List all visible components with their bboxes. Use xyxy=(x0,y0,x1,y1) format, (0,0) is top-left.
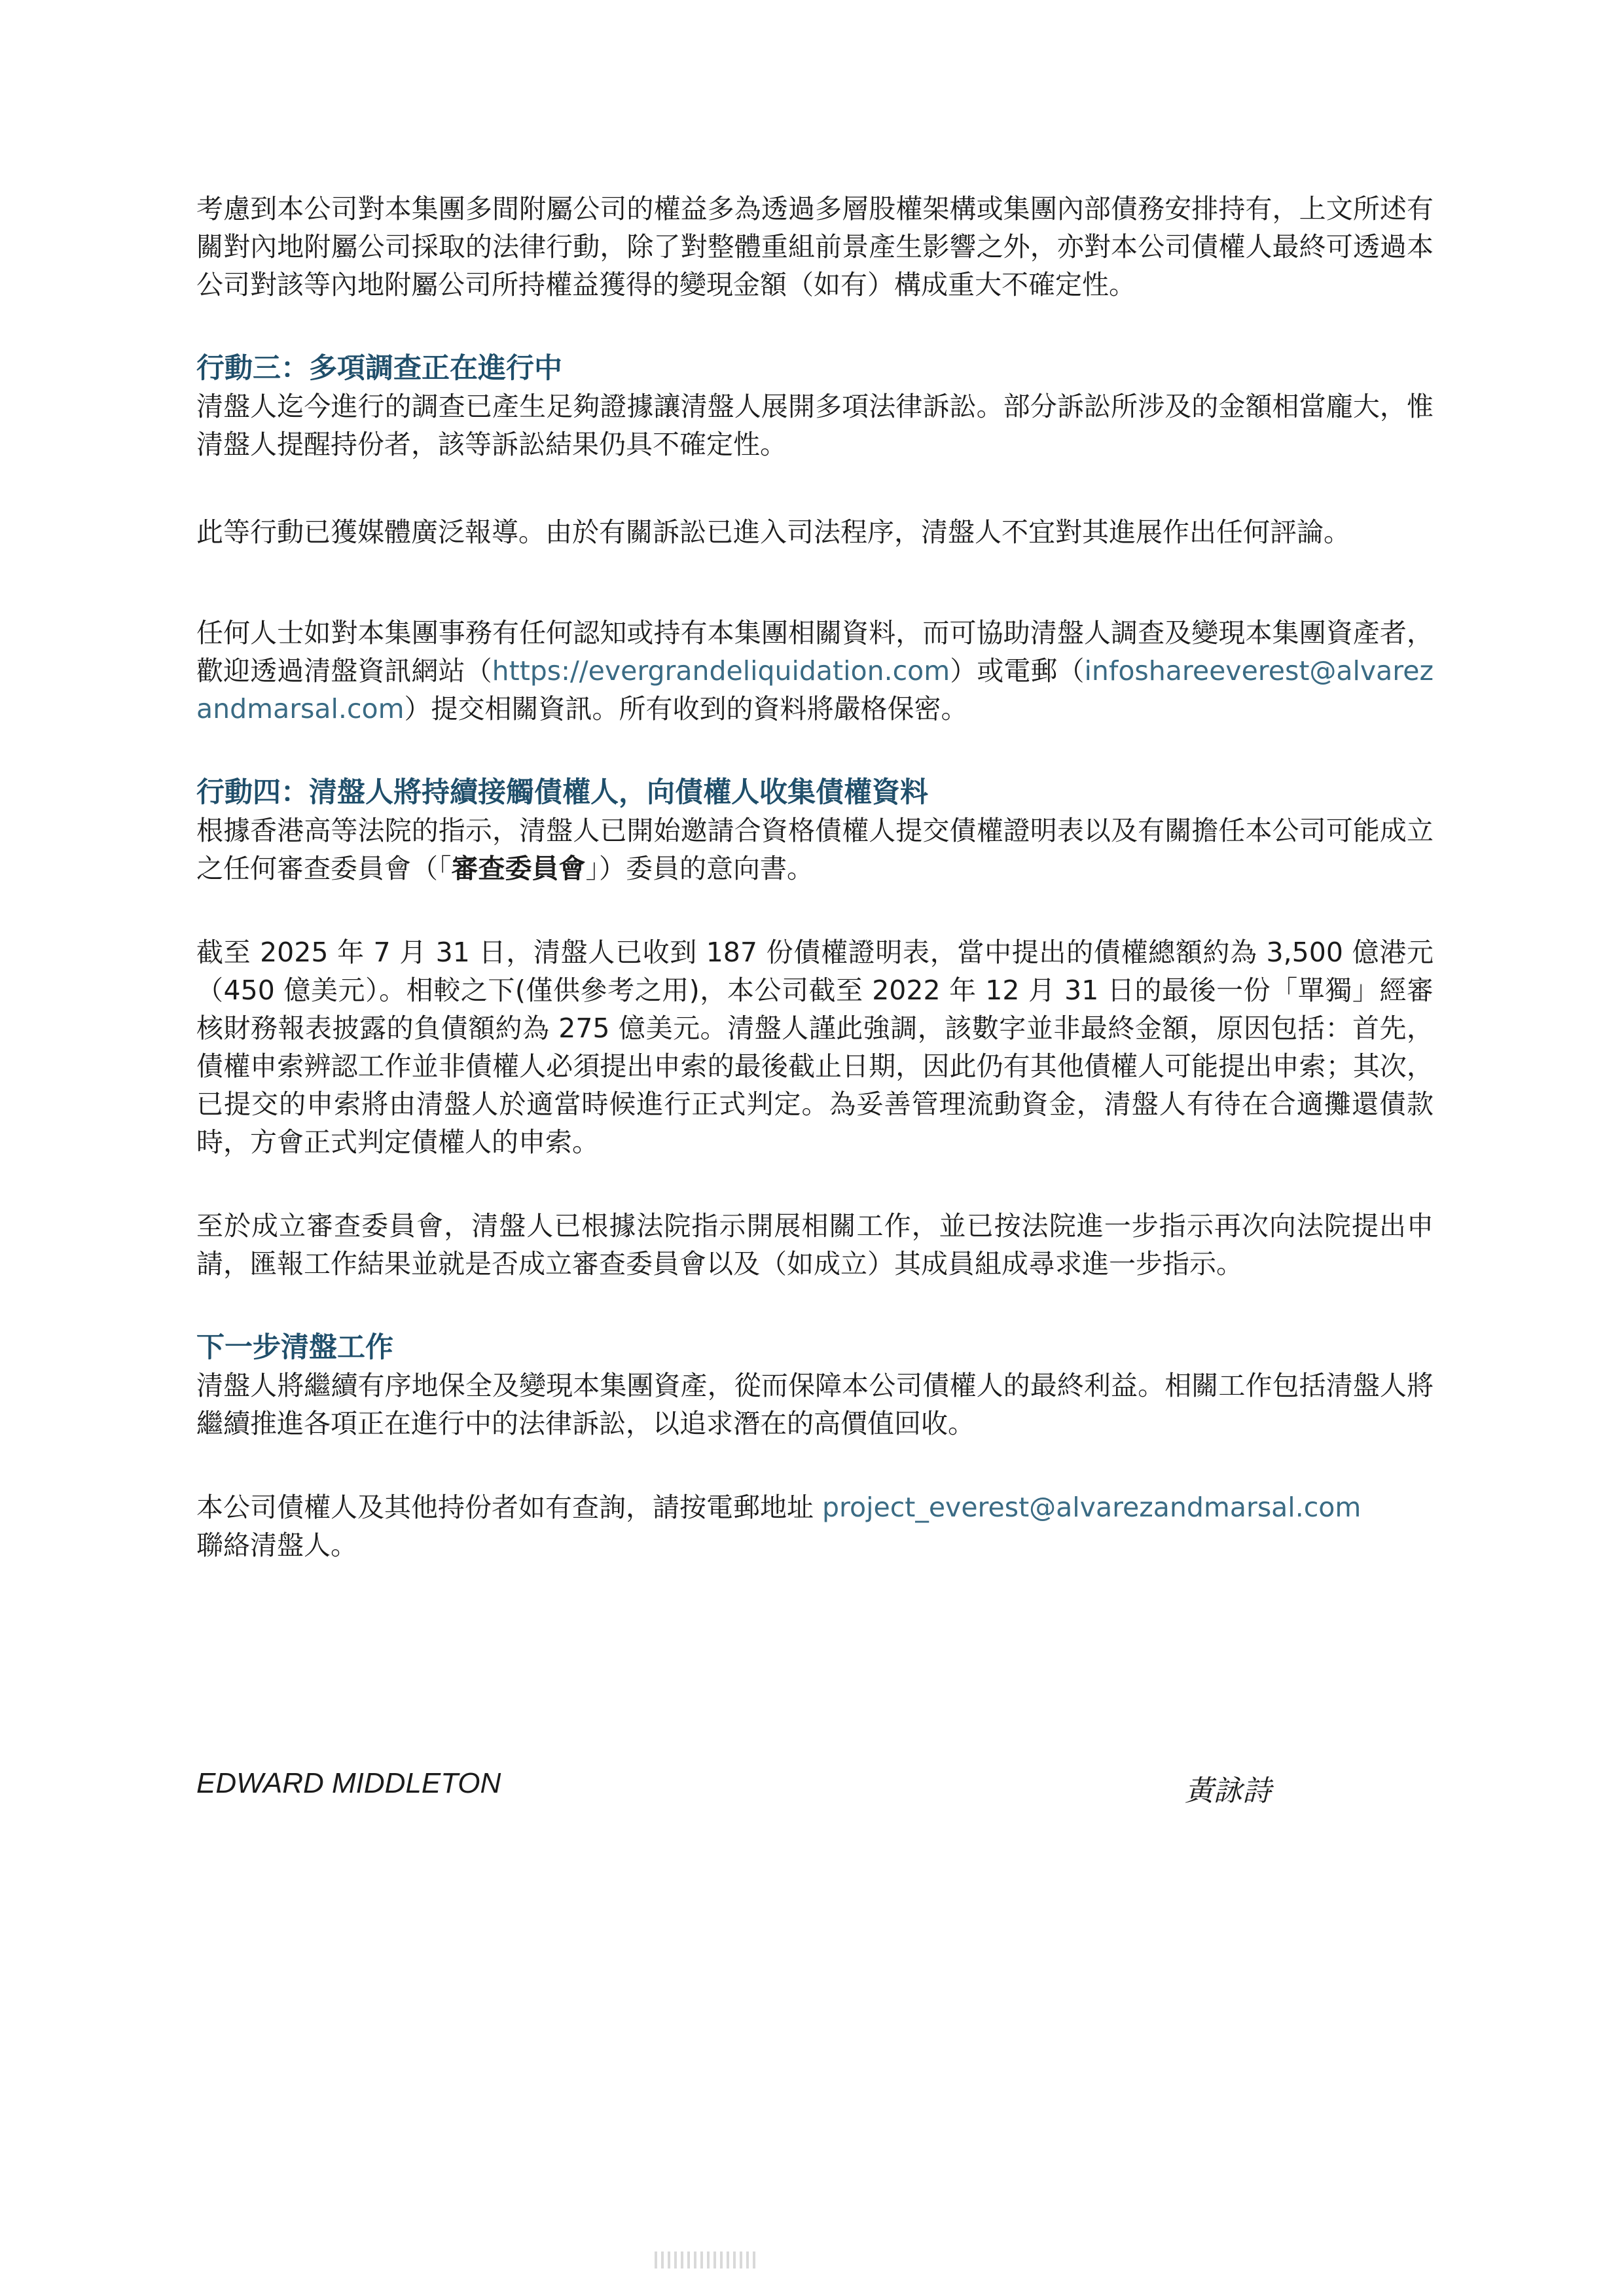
document-body xyxy=(196,190,1434,1564)
action3-paragraph-1: 清盤人迄今進行的調查已產生足夠證據讓清盤人展開多項法律訴訟。部分訴訟所涉及的金額相當龐大，惟清盤人提醒持份者，該等訴訟結果仍具不確定性。 xyxy=(196,391,1434,460)
intro-paragraph: 考慮到本公司對本集團多間附屬公司的權益多為透過多層股權架構或集團內部債務安排持有，上文所述有關對內地附屬公司採取的法律行動，除了對整體重組前景產生影響之外，亦對本公司債權人最終可透過本公司對該等內地附屬公司所持權益獲得的變現金額（如有）構成重大不確定性。 xyxy=(196,193,1434,300)
signature-edward-middleton: EDWARD MIDDLETON xyxy=(196,1767,501,1799)
signature-wong-wing-sze: 黃詠詩 xyxy=(1185,1774,1271,1808)
action3-paragraph-2: 此等行動已獲媒體廣泛報導。由於有關訴訟已進入司法程序，清盤人不宜對其進展作出任何評論。 xyxy=(196,516,1350,548)
footer-scan-marks xyxy=(655,2251,969,2269)
evergrande-website-link[interactable]: https://evergrandeliquidation.com xyxy=(492,655,950,687)
next-steps-heading: 下一步清盤工作 xyxy=(196,1331,393,1364)
action4-paragraph-3: 至於成立審查委員會，清盤人已根據法院指示開展相關工作，並已按法院進一步指示再次向法院提出申請，匯報工作結果並就是否成立審查委員會以及（如成立）其成員組成尋求進一步指示。 xyxy=(196,1210,1434,1280)
infoshare-email-link[interactable]: infoshareeverest@alvarezandmarsal.com xyxy=(196,655,1434,725)
action3-p3-text-c: ）提交相關資訊。所有收到的資料將嚴格保密。 xyxy=(404,693,968,725)
action3-p3-text-b: ）或電郵（ xyxy=(950,655,1085,687)
next-steps-paragraph-2 xyxy=(196,1488,1434,1564)
project-everest-email-link[interactable]: project_everest@alvarezandmarsal.com xyxy=(822,1492,1362,1523)
next-steps-p2-text-b: 聯絡清盤人。 xyxy=(196,1530,357,1561)
action3-heading: 行動三：多項調查正在進行中 xyxy=(196,352,562,385)
signature-row xyxy=(196,1767,1434,1813)
review-committee-term: 審查委員會 xyxy=(451,853,586,884)
action4-heading: 行動四：清盤人將持續接觸債權人，向債權人收集債權資料 xyxy=(196,776,928,809)
action4-paragraph-2: 截至 2025 年 7 月 31 日，清盤人已收到 187 份債權證明表，當中提出的債權總額約為 3,500 億港元（450 億美元）。相較之下(僅供參考之用)，本公司截至 2022 年 12 月 31 日的最後一份「單獨」經審核財務報表披露的負債額約為 275 億美元。清盤人謹此強調，該數字並非最終金額，原因包括：首先，債權申索辨認工作並非債權人必須提出申索的最後截止日期，因此仍有其他債權人可能提出申索；其次，已提交的申索將由清盤人於適當時候進行正式判定。為妥善管理流動資金，清盤人有待在合適攤還債款時，方會正式判定債權人的申索。 xyxy=(196,937,1434,1158)
action4-p1-text-b: 」）委員的意向書。 xyxy=(585,853,814,884)
action3-p3-text-a: 任何人士如對本集團事務有任何認知或持有本集團相關資料，而可協助清盤人調查及變現本集團資產者，歡迎透過清盤資訊網站（ xyxy=(196,617,1434,687)
action3-paragraph-3 xyxy=(196,614,1434,728)
next-steps-paragraph-1: 清盤人將繼續有序地保全及變現本集團資產，從而保障本公司債權人的最終利益。相關工作包括清盤人將繼續推進各項正在進行中的法律訴訟，以追求潛在的高價值回收。 xyxy=(196,1370,1434,1439)
next-steps-p2-text-a: 本公司債權人及其他持份者如有查詢，請按電郵地址 xyxy=(196,1492,823,1523)
action4-paragraph-1 xyxy=(196,812,1434,888)
action4-p1-text-a: 根據香港高等法院的指示，清盤人已開始邀請合資格債權人提交債權證明表以及有關擔任本公司可能成立之任何審查委員會（「 xyxy=(196,815,1434,884)
